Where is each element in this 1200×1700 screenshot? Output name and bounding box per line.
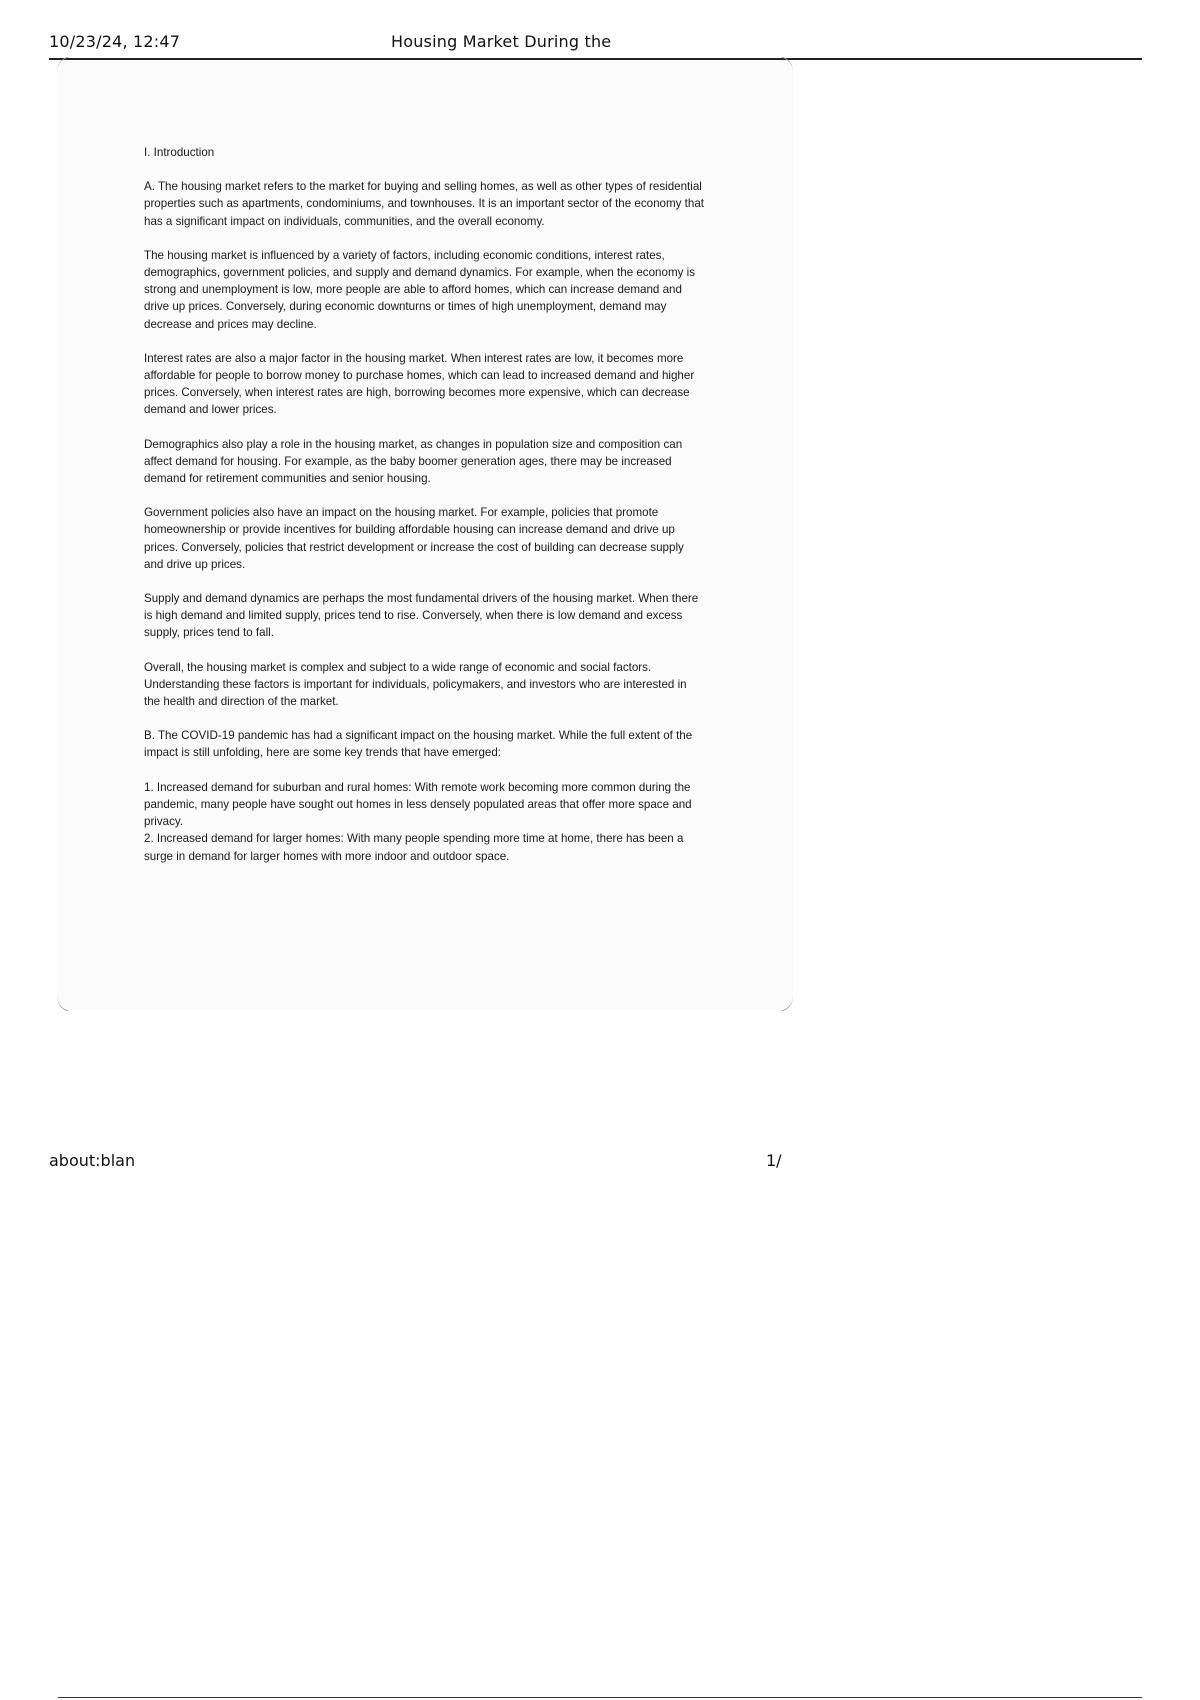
print-page-number: 1/ [766,1151,782,1170]
print-footer-url: about:blan [49,1151,136,1170]
section-heading: I. Introduction [144,146,215,159]
paragraph: Interest rates are also a major factor in the housing market. When interest rates are low, it becomes more affordable for people to borrow money to purchase homes, which can lead to increased demand and higher prices. Conversely, when interest rates are high, borrowing becomes more expensive, which can decrease demand and lower prices. [144,351,695,417]
paragraph: Government policies also have an impact on the housing market. For example, policies that promote homeownership or provide incentives for building affordable housing can increase demand and drive up prices. Conversely, policies that restrict development or increase the cost of building can decrease supply and drive up prices. [144,506,684,571]
bottom-divider [58,1697,1142,1698]
paragraph: Overall, the housing market is complex and subject to a wide range of economic and social factors. Understanding these factors is important for individuals, policymakers, and investors who are interested in the health and direction of the market. [144,660,687,709]
print-page-title: Housing Market During the [391,32,612,51]
list-item: 1. Increased demand for suburban and rural homes: With remote work becoming more common during the pandemic, many people have sought out homes in less densely populated areas that offer more space and privacy. [144,780,692,829]
paragraph: A. The housing market refers to the market for buying and selling homes, as well as other types of residential properties such as apartments, condominiums, and townhouses. It is an important sector of the economy that has a significant impact on individuals, communities, and the overall economy. [144,180,705,228]
page-corner-mark [779,994,796,1012]
print-header [49,30,1142,60]
print-datetime: 10/23/24, 12:47 [49,32,181,51]
document-body [144,144,704,865]
list-item: 2. Increased demand for larger homes: With many people spending more time at home, there has been a surge in demand for larger homes with more indoor and outdoor space. [144,832,684,863]
paragraph: Supply and demand dynamics are perhaps the most fundamental drivers of the housing market. When there is high demand and limited supply, prices tend to rise. Conversely, when there is low demand and excess supply, prices tend to fall. [144,592,699,640]
page-corner-mark [55,994,72,1012]
paragraph: B. The COVID-19 pandemic has had a significant impact on the housing market. While the full extent of the impact is still unfolding, here are some key trends that have emerged: [144,729,693,760]
document-page [58,60,792,1008]
paragraph: Demographics also play a role in the housing market, as changes in population size and composition can affect demand for housing. For example, as the baby boomer generation ages, there may be increased demand for retirement communities and senior housing. [144,437,683,486]
paragraph: The housing market is influenced by a variety of factors, including economic conditions, interest rates, demographics, government policies, and supply and demand dynamics. For example, when the economy is strong and unemployment is low, more people are able to afford homes, which can increase demand and drive up prices. Conversely, during economic downturns or times of high unemployment, demand may decrease and prices may decline. [144,248,695,331]
